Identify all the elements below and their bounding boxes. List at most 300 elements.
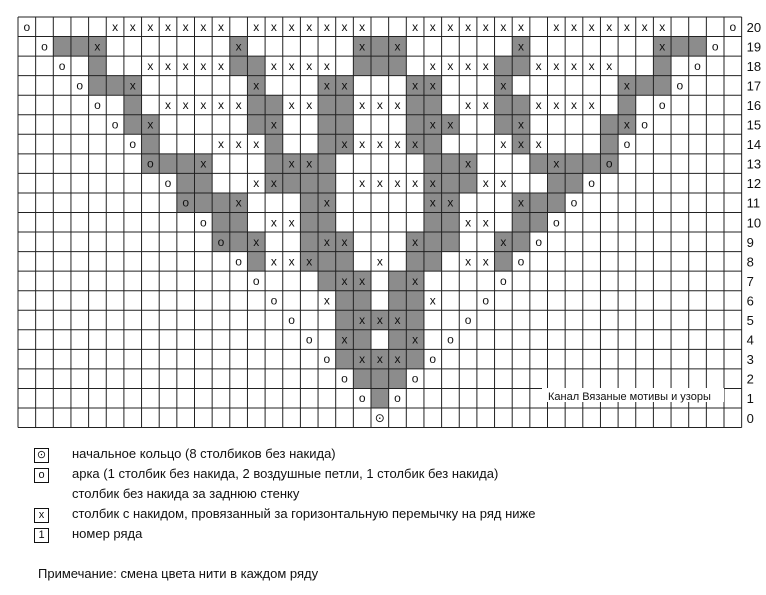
post-stitch-symbol: x (394, 39, 401, 54)
shaded-cell (671, 37, 689, 57)
post-stitch-symbol: x (376, 97, 383, 112)
post-stitch-symbol: x (253, 137, 260, 152)
post-stitch-symbol: x (376, 254, 383, 269)
legend-item-post-stitch (34, 505, 536, 525)
arch-symbol: o (252, 273, 260, 288)
post-stitch-symbol: x (465, 254, 472, 269)
shaded-cell (406, 291, 424, 311)
start-ring-symbol: ⊙ (374, 410, 385, 425)
post-stitch-symbol: x (306, 58, 313, 73)
post-stitch-symbol: x (447, 195, 454, 210)
start-ring-icon: ⊙ (34, 448, 49, 463)
arch-symbol: o (111, 117, 119, 132)
post-stitch-symbol: x (359, 313, 366, 328)
post-stitch-symbol: x (341, 137, 348, 152)
arch-symbol: o (394, 391, 401, 406)
shaded-cell (530, 213, 548, 233)
post-stitch-symbol: x (147, 19, 154, 34)
post-stitch-symbol: x (429, 176, 436, 191)
shaded-cell (512, 232, 530, 252)
shaded-cell (336, 349, 354, 369)
shaded-cell (424, 252, 442, 272)
post-stitch-symbol: x (606, 19, 613, 34)
shaded-cell (689, 37, 707, 57)
shaded-cell (336, 310, 354, 330)
shaded-cell (495, 95, 513, 115)
post-stitch-symbol: x (129, 78, 136, 93)
post-stitch-symbol: x (482, 97, 489, 112)
row-number-label: 3 (746, 352, 754, 368)
shaded-cell (389, 271, 407, 291)
post-stitch-symbol: x (412, 137, 419, 152)
shaded-cell (89, 76, 107, 96)
shaded-cell (353, 369, 371, 389)
shaded-cell (195, 173, 213, 193)
post-stitch-symbol: x (270, 254, 277, 269)
post-stitch-symbol: x (376, 352, 383, 367)
post-stitch-symbol: x (147, 117, 154, 132)
arch-symbol: o (517, 254, 525, 269)
post-stitch-symbol: x (288, 156, 295, 171)
post-stitch-symbol: x (253, 234, 260, 249)
post-stitch-symbol: x (359, 97, 366, 112)
post-stitch-symbol: x (394, 97, 401, 112)
post-stitch-symbol: x (359, 19, 366, 34)
arch-symbol: o (341, 371, 348, 386)
watermark-text: Канал Вязаные мотивы и узоры (548, 391, 711, 403)
shaded-cell (353, 291, 371, 311)
arch-symbol: o (358, 391, 366, 406)
arch-symbol: o (500, 273, 507, 288)
shaded-cell (406, 115, 424, 135)
post-stitch-symbol: x (359, 273, 366, 288)
arch-icon: o (34, 468, 49, 483)
post-stitch-symbol: x (217, 19, 224, 34)
row-number-label: 2 (746, 371, 754, 387)
post-stitch-symbol: x (235, 97, 242, 112)
legend-item-arch (34, 465, 499, 485)
post-stitch-symbol: x (217, 97, 224, 112)
post-stitch-symbol: x (482, 19, 489, 34)
shaded-cell (318, 134, 336, 154)
shaded-cell (424, 134, 442, 154)
shaded-cell (318, 154, 336, 174)
post-stitch-symbol: x (323, 234, 330, 249)
post-stitch-symbol: x (270, 58, 277, 73)
arch-symbol: o (429, 352, 437, 367)
stitch-symbols-layer (23, 20, 736, 425)
shaded-cell (353, 330, 371, 350)
shaded-cell (124, 115, 142, 135)
post-stitch-symbol: x (429, 19, 436, 34)
post-stitch-symbol: x (112, 19, 119, 34)
post-stitch-symbol: x (394, 137, 401, 152)
post-stitch-symbol: x (465, 97, 472, 112)
row-number-label: 20 (746, 19, 762, 35)
post-stitch-symbol: x (518, 39, 525, 54)
post-stitch-symbol: x (553, 58, 560, 73)
legend-label: столбик с накидом, провязанный за горизонтальную перемычку на ряд ниже (72, 506, 536, 521)
shaded-cell (265, 134, 283, 154)
post-stitch-symbol: x (570, 58, 577, 73)
arch-symbol: o (676, 78, 684, 93)
post-stitch-symbol: x (500, 234, 507, 249)
shaded-cell (406, 252, 424, 272)
arch-symbol: o (447, 332, 454, 347)
post-stitch-symbol: x (429, 117, 436, 132)
shaded-cell (177, 154, 195, 174)
shaded-cell (512, 56, 530, 76)
post-stitch-symbol: x (288, 58, 295, 73)
post-stitch-symbol: x (482, 58, 489, 73)
shaded-cell (230, 56, 248, 76)
arch-symbol: o (552, 215, 560, 230)
post-stitch-symbol: x (623, 19, 630, 34)
shaded-cell (424, 213, 442, 233)
post-stitch-symbol: x (447, 117, 454, 132)
legend-label: начальное кольцо (8 столбиков без накида) (72, 446, 336, 461)
shaded-cell (318, 173, 336, 193)
post-stitch-symbol: x (341, 19, 348, 34)
arch-symbol: o (41, 39, 48, 54)
post-stitch-symbol: x (359, 352, 366, 367)
post-stitch-symbol: x (412, 176, 419, 191)
post-stitch-symbol: x (217, 137, 224, 152)
post-stitch-symbol: x (465, 58, 472, 73)
legend-item-row-number (34, 525, 143, 545)
post-stitch-symbol: x (429, 195, 436, 210)
shaded-cell (300, 193, 318, 213)
shaded-cell (406, 95, 424, 115)
post-stitch-symbol: x (429, 78, 436, 93)
post-stitch-symbol: x (394, 176, 401, 191)
post-stitch-symbol: x (182, 97, 189, 112)
post-stitch-symbol: x (288, 19, 295, 34)
post-stitch-symbol: x (447, 19, 454, 34)
post-stitch-symbol: x (306, 97, 313, 112)
shaded-cell (318, 271, 336, 291)
post-stitch-symbol: x (570, 97, 577, 112)
post-stitch-symbol: x (500, 78, 507, 93)
shaded-cell (265, 154, 283, 174)
post-stitch-symbol: x (465, 215, 472, 230)
post-stitch-symbol: x (200, 156, 207, 171)
arch-symbol: o (605, 156, 613, 171)
shaded-cell (159, 154, 177, 174)
post-stitch-symbol: x (359, 39, 366, 54)
post-stitch-symbol: x (588, 19, 595, 34)
post-stitch-symbol: x (200, 97, 207, 112)
post-stitch-symbol: x (553, 156, 560, 171)
post-stitch-symbol: x (465, 19, 472, 34)
post-stitch-symbol: x (394, 313, 401, 328)
shaded-cell (336, 291, 354, 311)
shaded-cell (442, 154, 460, 174)
post-stitch-symbol: x (306, 254, 313, 269)
arch-symbol: o (535, 234, 543, 249)
shaded-cell (247, 95, 265, 115)
post-stitch-symbol: x (165, 58, 172, 73)
post-stitch-symbol: x (359, 176, 366, 191)
arch-symbol: o (235, 254, 242, 269)
shaded-cell (318, 95, 336, 115)
post-stitch-symbol: x (482, 215, 489, 230)
post-stitch-symbol: x (182, 19, 189, 34)
shaded-cell (389, 369, 407, 389)
arch-symbol: o (164, 176, 172, 191)
arch-symbol: o (288, 313, 295, 328)
row-number-column (747, 20, 761, 426)
arch-symbol: o (217, 234, 225, 249)
row-number-label: 1 (746, 391, 754, 407)
post-stitch-symbol: x (500, 19, 507, 34)
post-stitch-symbol: x (429, 58, 436, 73)
post-stitch-symbol: x (518, 117, 525, 132)
shaded-cell (142, 134, 160, 154)
post-stitch-symbol: x (412, 273, 419, 288)
shaded-cell (124, 95, 142, 115)
row-number-label: 19 (746, 39, 762, 55)
shaded-cell (495, 115, 513, 135)
shaded-cell (512, 213, 530, 233)
arch-symbol: o (711, 39, 719, 54)
shaded-cell (565, 173, 583, 193)
shaded-cell (53, 37, 71, 57)
row-number-label: 9 (746, 234, 754, 250)
shaded-cell (618, 95, 636, 115)
shaded-cell (106, 76, 124, 96)
shaded-cell (389, 291, 407, 311)
shaded-cell (300, 173, 318, 193)
legend-label: столбик без накида за заднюю стенку (72, 486, 300, 501)
post-stitch-symbol: x (323, 293, 330, 308)
row-number-label: 14 (746, 137, 762, 153)
post-stitch-symbol: x (288, 215, 295, 230)
post-stitch-symbol: x (394, 352, 401, 367)
shaded-cell (653, 76, 671, 96)
row-number-icon: 1 (34, 528, 49, 543)
post-stitch-symbol: x (253, 78, 260, 93)
shaded-cell (247, 252, 265, 272)
shaded-cell (548, 173, 566, 193)
arch-symbol: o (199, 215, 207, 230)
shaded-cell (548, 193, 566, 213)
post-stitch-symbol: x (359, 137, 366, 152)
arch-symbol: o (482, 293, 490, 308)
post-stitch-symbol: x (500, 176, 507, 191)
shaded-cell (318, 115, 336, 135)
arch-symbol: o (641, 117, 648, 132)
post-stitch-symbol: x (465, 156, 472, 171)
legend-item-start-ring (34, 445, 336, 465)
post-stitch-symbol: x (270, 215, 277, 230)
post-stitch-symbol: x (217, 58, 224, 73)
shaded-cell (212, 213, 230, 233)
shaded-cell (442, 213, 460, 233)
chart-note: Примечание: смена цвета нити в каждом ряду (38, 566, 319, 581)
shaded-cell (636, 76, 654, 96)
post-stitch-symbol: x (253, 176, 260, 191)
post-stitch-symbol: x (482, 254, 489, 269)
post-stitch-symbol: x (288, 254, 295, 269)
post-stitch-symbol: x (323, 195, 330, 210)
shaded-cell (495, 56, 513, 76)
row-number-label: 12 (746, 176, 762, 192)
shaded-cell (353, 56, 371, 76)
post-stitch-symbol: x (641, 19, 648, 34)
post-stitch-symbol: x (147, 58, 154, 73)
arch-symbol: o (147, 156, 154, 171)
post-stitch-symbol: x (535, 58, 542, 73)
post-stitch-symbol: x (518, 137, 525, 152)
shaded-cell (653, 56, 671, 76)
post-stitch-symbol: x (412, 234, 419, 249)
shaded-cell (336, 95, 354, 115)
shaded-cell (600, 115, 618, 135)
shaded-cell (389, 56, 407, 76)
post-stitch-symbol: x (323, 19, 330, 34)
shaded-cell (600, 134, 618, 154)
post-stitch-symbol: x (165, 97, 172, 112)
shaded-cell (442, 232, 460, 252)
shaded-cell (424, 95, 442, 115)
post-stitch-symbol: x (376, 137, 383, 152)
row-number-label: 10 (746, 215, 762, 231)
post-stitch-symbol: x (570, 19, 577, 34)
row-number-label: 17 (746, 78, 762, 94)
arch-symbol: o (23, 19, 31, 34)
shaded-cell (583, 154, 601, 174)
post-stitch-symbol: x (270, 117, 277, 132)
shaded-cell (89, 56, 107, 76)
post-stitch-symbol: x (306, 156, 313, 171)
post-stitch-symbol: x (588, 97, 595, 112)
shaded-cell (371, 56, 389, 76)
post-stitch-symbol: x (659, 19, 666, 34)
row-number-label: 6 (746, 293, 754, 309)
shaded-cell (318, 252, 336, 272)
arch-symbol: o (623, 137, 631, 152)
shaded-cell (195, 193, 213, 213)
arch-symbol: o (129, 137, 137, 152)
post-stitch-symbol: x (200, 58, 207, 73)
shaded-cell (177, 173, 195, 193)
shaded-cell (565, 154, 583, 174)
row-number-label: 0 (746, 410, 754, 426)
shaded-cell (424, 154, 442, 174)
post-stitch-symbol: x (165, 19, 172, 34)
arch-symbol: o (588, 176, 595, 191)
post-stitch-symbol: x (235, 195, 242, 210)
post-stitch-symbol: x (323, 78, 330, 93)
post-stitch-symbol: x (341, 273, 348, 288)
post-stitch-symbol: x (447, 58, 454, 73)
post-stitch-symbol: x (306, 19, 313, 34)
legend-item-back-loop (34, 485, 300, 505)
shaded-cell (247, 115, 265, 135)
post-stitch-symbol: x (623, 117, 630, 132)
post-stitch-symbol: x (553, 19, 560, 34)
arch-symbol: o (305, 332, 313, 347)
post-stitch-symbol: x (376, 313, 383, 328)
row-number-label: 15 (746, 117, 762, 133)
legend-label: номер ряда (72, 526, 143, 541)
post-stitch-symbol: x (429, 293, 436, 308)
post-stitch-symbol: x (659, 39, 666, 54)
arch-symbol: o (58, 58, 66, 73)
shaded-cell (247, 56, 265, 76)
shaded-cell (459, 173, 477, 193)
row-number-label: 7 (746, 273, 754, 289)
shaded-cell (300, 232, 318, 252)
post-stitch-symbol: x (323, 58, 330, 73)
shaded-cell (230, 213, 248, 233)
shaded-cell (336, 115, 354, 135)
arch-symbol: o (570, 195, 578, 210)
shaded-cell (389, 330, 407, 350)
arch-symbol: o (323, 352, 331, 367)
post-stitch-symbol: x (376, 176, 383, 191)
arch-symbol: o (411, 371, 419, 386)
shaded-cell (371, 37, 389, 57)
post-stitch-symbol: x (288, 97, 295, 112)
post-stitch-symbol: x (535, 137, 542, 152)
legend-label: арка (1 столбик без накида, 2 воздушные петли, 1 столбик без накида) (72, 466, 499, 481)
post-stitch-symbol: x (588, 58, 595, 73)
shaded-cell (283, 173, 301, 193)
row-number-label: 11 (746, 195, 761, 211)
shaded-cell (318, 213, 336, 233)
post-stitch-symbol: x (270, 19, 277, 34)
shaded-cell (495, 252, 513, 272)
shaded-cell (336, 252, 354, 272)
row-number-label: 13 (746, 156, 762, 172)
shaded-cell (406, 349, 424, 369)
back-loop-icon (34, 488, 49, 503)
post-stitch-symbol: x (482, 176, 489, 191)
arch-symbol: o (270, 293, 278, 308)
shaded-cell (265, 95, 283, 115)
shaded-cell (71, 37, 89, 57)
shaded-cell (530, 154, 548, 174)
post-stitch-icon: x (34, 508, 49, 523)
post-stitch-symbol: x (182, 58, 189, 73)
shaded-cell (371, 388, 389, 408)
shaded-cell (212, 193, 230, 213)
row-number-label: 4 (746, 332, 754, 348)
post-stitch-symbol: x (270, 176, 277, 191)
arch-symbol: o (76, 78, 84, 93)
arch-symbol: o (464, 313, 472, 328)
shaded-cell (424, 232, 442, 252)
arch-symbol: o (729, 19, 737, 34)
post-stitch-symbol: x (623, 78, 630, 93)
post-stitch-symbol: x (235, 39, 242, 54)
post-stitch-symbol: x (253, 19, 260, 34)
arch-symbol: o (694, 58, 701, 73)
shaded-cell (230, 232, 248, 252)
post-stitch-symbol: x (235, 137, 242, 152)
post-stitch-symbol: x (200, 19, 207, 34)
shaded-cell (406, 310, 424, 330)
row-number-label: 8 (746, 254, 754, 270)
shaded-cell (371, 369, 389, 389)
post-stitch-symbol: x (606, 58, 613, 73)
shaded-cell (442, 173, 460, 193)
arch-symbol: o (658, 97, 666, 112)
post-stitch-symbol: x (412, 332, 419, 347)
arch-symbol: o (182, 195, 190, 210)
